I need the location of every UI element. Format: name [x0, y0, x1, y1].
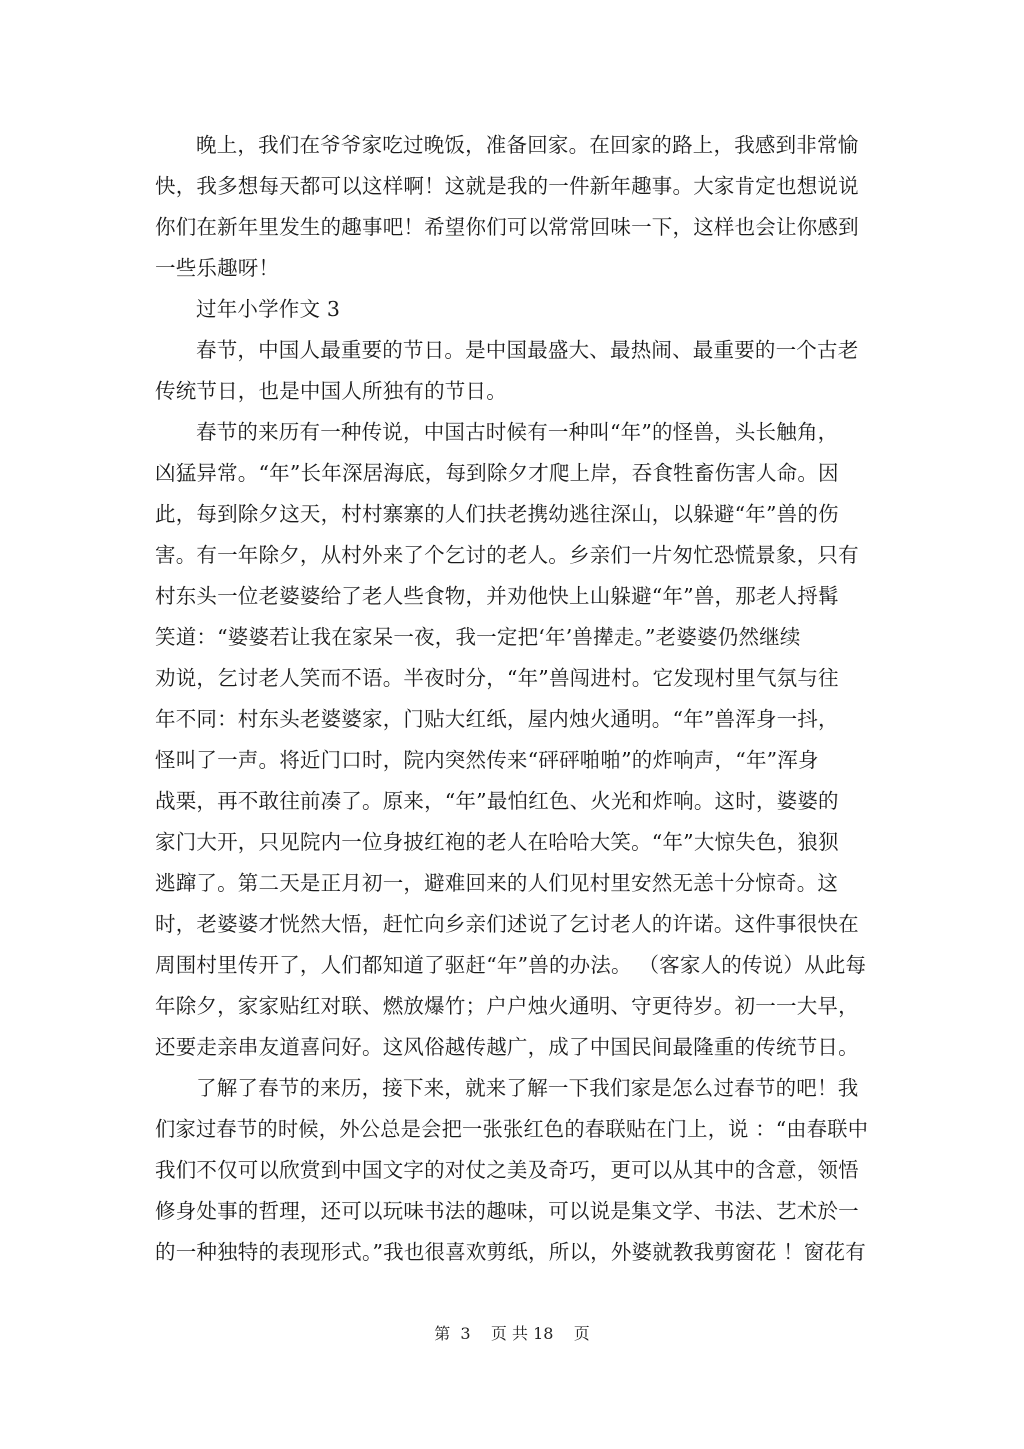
text-line: 年除夕，家家贴红对联、燃放爆竹；户户烛火通明、守更待岁。初一一大早， [155, 994, 859, 1018]
text-line: 家门大开，只见院内一位身披红袍的老人在哈哈大笑。“年”大惊失色，狼狈 [155, 830, 839, 854]
text-line: 战栗，再不敢往前凑了。原来，“年”最怕红色、火光和炸响。这时，婆婆的 [155, 789, 839, 813]
text-line: 你们在新年里发生的趣事吧！希望你们可以常常回味一下，这样也会让你感到 [155, 215, 859, 239]
text-line: 春节的来历有一种传说，中国古时候有一种叫“年”的怪兽，头长触角， [196, 420, 839, 444]
text-line: 传统节日，也是中国人所独有的节日。 [155, 379, 507, 403]
text-line: 还要走亲串友道喜问好。这风俗越传越广，成了中国民间最隆重的传统节日。 [155, 1035, 859, 1059]
text-line: 年不同：村东头老婆婆家，门贴大红纸，屋内烛火通明。“年”兽浑身一抖， [155, 707, 839, 731]
text-line: 害。有一年除夕，从村外来了个乞讨的老人。乡亲们一片匆忙恐慌景象，只有 [155, 543, 859, 567]
text-line: 春节，中国人最重要的节日。是中国最盛大、最热闹、最重要的一个古老 [196, 338, 859, 362]
text-line: 凶猛异常。“年”长年深居海底，每到除夕才爬上岸，吞食牲畜伤害人命。因 [155, 461, 839, 485]
text-line: 的一种独特的表现形式。”我也很喜欢剪纸，所以，外婆就教我剪窗花 ！窗花有 [155, 1240, 866, 1264]
page-number-footer: 第 3 页 共 18 页 [434, 1324, 590, 1343]
text-line: 快，我多想每天都可以这样啊！这就是我的一件新年趣事。大家肯定也想说说 [155, 174, 859, 198]
text-line: 们家过春节的时候，外公总是会把一张张红色的春联贴在门上，说 ：“由春联中 [155, 1117, 869, 1141]
text-line: 了解了春节的来历，接下来，就来了解一下我们家是怎么过春节的吧！我 [196, 1076, 859, 1100]
text-line: 我们不仅可以欣赏到中国文字的对仗之美及奇巧，更可以从其中的含意，领悟 [155, 1158, 859, 1182]
text-line: 怪叫了一声。将近门口时，院内突然传来“砰砰啪啪”的炸响声，“年”浑身 [155, 748, 819, 772]
text-line: 一些乐趣呀！ [155, 256, 280, 280]
text-line: 逃蹿了。第二天是正月初一，避难回来的人们见村里安然无恙十分惊奇。这 [155, 871, 839, 895]
text-line: 晚上，我们在爷爷家吃过晚饭，准备回家。在回家的路上，我感到非常愉 [196, 133, 859, 157]
text-line: 笑道：“婆婆若让我在家呆一夜，我一定把‘年’兽撵走。”老婆婆仍然继续 [155, 625, 801, 649]
section-heading: 过年小学作文 3 [196, 297, 341, 321]
text-line: 周围村里传开了，人们都知道了驱赶“年”兽的办法。 （客家人的传说）从此每 [155, 953, 867, 977]
text-line: 此，每到除夕这天，村村寨寨的人们扶老携幼逃往深山，以躲避“年”兽的伤 [155, 502, 839, 526]
text-line: 修身处事的哲理，还可以玩味书法的趣味，可以说是集文学、书法、艺术於一 [155, 1199, 859, 1223]
text-line: 村东头一位老婆婆给了老人些食物，并劝他快上山躲避“年”兽，那老人捋髯 [155, 584, 839, 608]
text-line: 劝说，乞讨老人笑而不语。半夜时分，“年”兽闯进村。它发现村里气氛与往 [155, 666, 839, 690]
text-line: 时，老婆婆才恍然大悟，赶忙向乡亲们述说了乞讨老人的许诺。这件事很快在 [155, 912, 859, 936]
